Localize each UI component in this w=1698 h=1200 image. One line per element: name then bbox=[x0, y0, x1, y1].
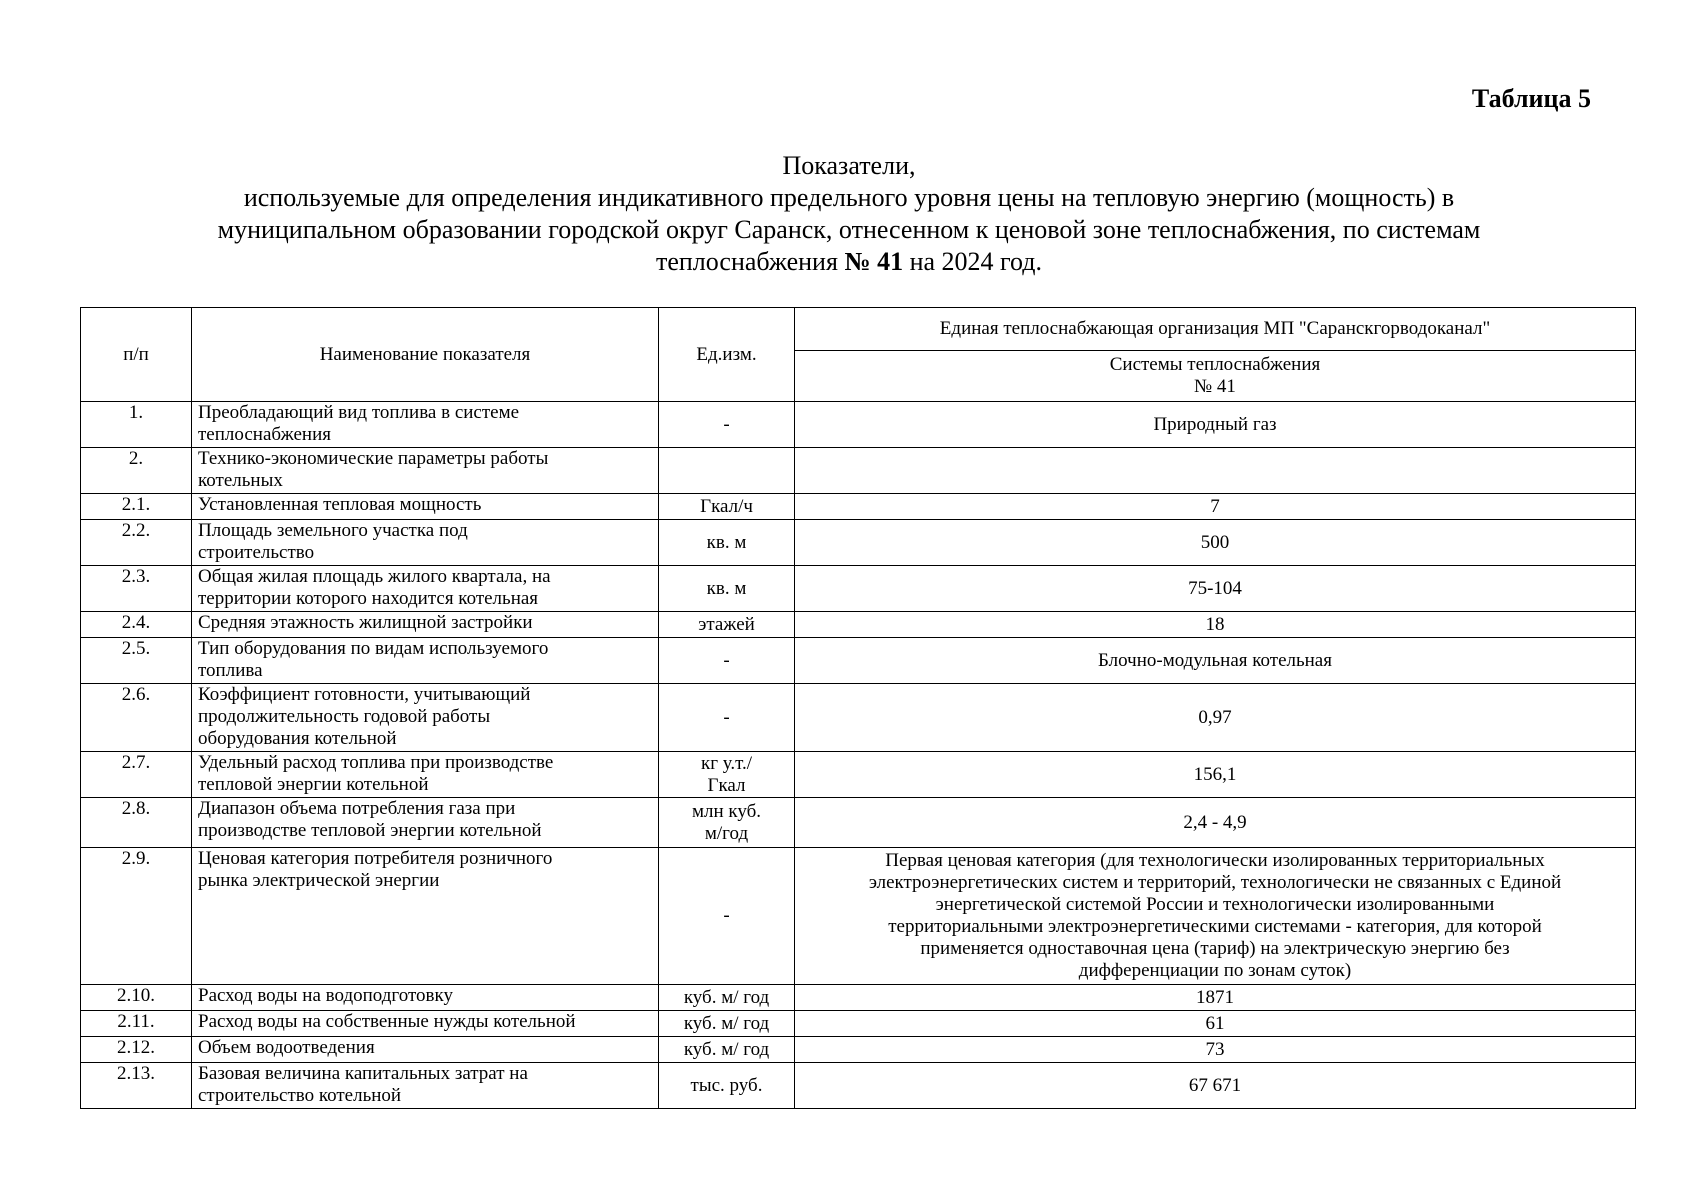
table-row bbox=[81, 985, 1636, 1011]
row-indicator-name: Площадь земельного участка под строительство bbox=[192, 520, 659, 566]
row-value: 18 bbox=[795, 612, 1636, 638]
row-indicator-name: Средняя этажность жилищной застройки bbox=[192, 612, 659, 638]
row-value: 156,1 bbox=[795, 752, 1636, 798]
document-title bbox=[95, 150, 1603, 278]
header-organization: Единая теплоснабжающая организация МП "Саранскгорводоканал" bbox=[795, 308, 1636, 351]
row-unit: - bbox=[659, 848, 795, 985]
title-line-4-start: теплоснабжения bbox=[655, 247, 845, 276]
table-row bbox=[81, 494, 1636, 520]
header-num: п/п bbox=[81, 308, 192, 402]
table-row bbox=[81, 1063, 1636, 1109]
row-value: 2,4 - 4,9 bbox=[795, 798, 1636, 848]
row-unit: этажей bbox=[659, 612, 795, 638]
row-unit: Гкал/ч bbox=[659, 494, 795, 520]
row-indicator-name: Установленная тепловая мощность bbox=[192, 494, 659, 520]
row-indicator-name: Технико-экономические параметры работы котельных bbox=[192, 448, 659, 494]
row-indicator-name: Диапазон объема потребления газа при производстве тепловой энергии котельной bbox=[192, 798, 659, 848]
title-line-4-end: на 2024 год. bbox=[903, 247, 1043, 276]
row-value: 73 bbox=[795, 1037, 1636, 1063]
table-row bbox=[81, 848, 1636, 985]
row-value: 500 bbox=[795, 520, 1636, 566]
row-unit bbox=[659, 448, 795, 494]
row-indicator-name: Базовая величина капитальных затрат на строительство котельной bbox=[192, 1063, 659, 1109]
table-row bbox=[81, 520, 1636, 566]
row-number: 2.8. bbox=[81, 798, 192, 848]
row-number: 2.2. bbox=[81, 520, 192, 566]
title-line-1: Показатели, bbox=[782, 151, 916, 180]
row-number: 2.6. bbox=[81, 684, 192, 752]
row-unit: кг у.т./ Гкал bbox=[659, 752, 795, 798]
row-value: 67 671 bbox=[795, 1063, 1636, 1109]
row-indicator-name: Общая жилая площадь жилого квартала, на территории которого находится котельная bbox=[192, 566, 659, 612]
row-indicator-name: Расход воды на собственные нужды котельной bbox=[192, 1011, 659, 1037]
header-system-number: № 41 bbox=[1194, 376, 1236, 397]
title-line-3: муниципальном образовании городской округ Саранск, отнесенном к ценовой зоне теплоснабжения, по системам bbox=[217, 215, 1481, 244]
table-row bbox=[81, 752, 1636, 798]
row-unit: куб. м/ год bbox=[659, 985, 795, 1011]
row-number: 1. bbox=[81, 402, 192, 448]
row-number: 2.10. bbox=[81, 985, 192, 1011]
table-row bbox=[81, 448, 1636, 494]
row-indicator-name: Ценовая категория потребителя розничного рынка электрической энергии bbox=[192, 848, 659, 985]
row-value: 75-104 bbox=[795, 566, 1636, 612]
row-unit: куб. м/ год bbox=[659, 1011, 795, 1037]
title-system-number: № 41 bbox=[844, 247, 904, 276]
row-unit: куб. м/ год bbox=[659, 1037, 795, 1063]
row-unit: - bbox=[659, 684, 795, 752]
table-row bbox=[81, 566, 1636, 612]
row-number: 2.4. bbox=[81, 612, 192, 638]
row-value: Блочно-модульная котельная bbox=[795, 638, 1636, 684]
row-number: 2.3. bbox=[81, 566, 192, 612]
row-value: 1871 bbox=[795, 985, 1636, 1011]
row-indicator-name: Удельный расход топлива при производстве тепловой энергии котельной bbox=[192, 752, 659, 798]
row-indicator-name: Преобладающий вид топлива в системе теплоснабжения bbox=[192, 402, 659, 448]
table-row bbox=[81, 1011, 1636, 1037]
title-line-4 bbox=[95, 246, 1603, 278]
row-number: 2. bbox=[81, 448, 192, 494]
header-system-label: Системы теплоснабжения bbox=[1109, 354, 1321, 375]
table-row bbox=[81, 684, 1636, 752]
row-number: 2.13. bbox=[81, 1063, 192, 1109]
row-number: 2.5. bbox=[81, 638, 192, 684]
row-unit: млн куб. м/год bbox=[659, 798, 795, 848]
table-row bbox=[81, 612, 1636, 638]
header-name: Наименование показателя bbox=[192, 308, 659, 402]
row-unit: кв. м bbox=[659, 566, 795, 612]
row-unit: кв. м bbox=[659, 520, 795, 566]
table-header bbox=[81, 308, 1636, 402]
row-unit: - bbox=[659, 402, 795, 448]
row-number: 2.1. bbox=[81, 494, 192, 520]
row-number: 2.12. bbox=[81, 1037, 192, 1063]
row-indicator-name: Тип оборудования по видам используемого топлива bbox=[192, 638, 659, 684]
table-row bbox=[81, 798, 1636, 848]
row-number: 2.11. bbox=[81, 1011, 192, 1037]
row-value bbox=[795, 448, 1636, 494]
table-body bbox=[81, 402, 1636, 1109]
row-indicator-name: Коэффициент готовности, учитывающий продолжительность годовой работы оборудования котельной bbox=[192, 684, 659, 752]
row-indicator-name: Расход воды на водоподготовку bbox=[192, 985, 659, 1011]
row-value: Первая ценовая категория (для технологически изолированных территориальных электроэнергетических систем и территорий, технологически не связанных с Единой энергетической системой России и технологически изолированными территориальными электроэнергетическими системами - категория, для которой применяется одноставочная цена (тариф) на электрическую энергию без дифференциации по зонам суток) bbox=[795, 848, 1636, 985]
table-row bbox=[81, 638, 1636, 684]
row-value: 0,97 bbox=[795, 684, 1636, 752]
title-line-2: используемые для определения индикативного предельного уровня цены на тепловую энергию (мощность) в bbox=[243, 183, 1455, 212]
row-value: 61 bbox=[795, 1011, 1636, 1037]
row-number: 2.7. bbox=[81, 752, 192, 798]
header-unit: Ед.изм. bbox=[659, 308, 795, 402]
row-indicator-name: Объем водоотведения bbox=[192, 1037, 659, 1063]
row-value: 7 bbox=[795, 494, 1636, 520]
table-number: Таблица 5 bbox=[1471, 84, 1591, 113]
indicators-table bbox=[80, 307, 1636, 1109]
row-unit: тыс. руб. bbox=[659, 1063, 795, 1109]
row-number: 2.9. bbox=[81, 848, 192, 985]
table-row bbox=[81, 1037, 1636, 1063]
table-row bbox=[81, 402, 1636, 448]
header-system bbox=[795, 351, 1636, 402]
row-unit: - bbox=[659, 638, 795, 684]
row-value: Природный газ bbox=[795, 402, 1636, 448]
